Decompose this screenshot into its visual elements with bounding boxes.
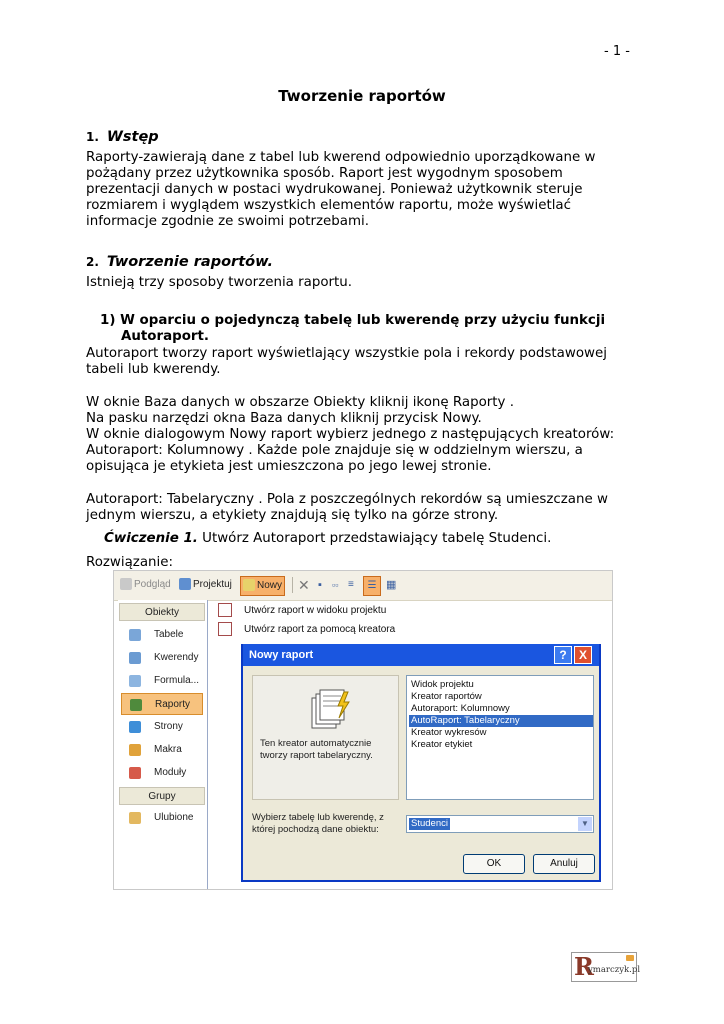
step-line: Na pasku narzędzi okna Baza danych kliknij przycisk Nowy. [86, 411, 482, 426]
intro-line: prezentacji danych w postaci wydrukowanej. Ponieważ użytkownik steruje [86, 182, 583, 197]
logo-text: ymarczyk.pl [588, 965, 641, 975]
new-icon [243, 579, 255, 591]
method-1-heading: 1) W oparciu o pojedynczą tabelę lub kwerendę przy użyciu funkcji [100, 313, 606, 328]
site-logo [571, 952, 641, 982]
database-toolbar [114, 571, 613, 601]
step-line: W oknie dialogowym Nowy raport wybierz jednego z następujących kreatorów: [86, 427, 615, 442]
object-item-modules[interactable]: Moduły [121, 762, 203, 784]
method-desc-line: tabeli lub kwerendy. [86, 362, 221, 377]
intro-line: pożądany przez użytkownika sposób. Raport jest wygodnym sposobem [86, 166, 563, 181]
design-icon [179, 578, 191, 590]
section-2-heading [86, 251, 273, 270]
preview-button[interactable]: Podgląd [120, 576, 171, 594]
report-list-item[interactable]: Utwórz raport za pomocą kreatora [218, 622, 395, 638]
cancel-button[interactable]: Anuluj [533, 854, 595, 874]
objects-pane [118, 600, 208, 890]
grid-view-icon[interactable]: ▦ [386, 579, 397, 591]
report-list-item[interactable]: Utwórz raport w widoku projektu [218, 603, 386, 619]
wizard-list [406, 675, 594, 800]
solution-label: Rozwiązanie: [86, 555, 173, 570]
macro-icon [129, 744, 141, 756]
logo-mark-icon [626, 955, 634, 961]
group-item-favorites[interactable]: Ulubione [121, 807, 203, 829]
wizard-option[interactable]: Kreator etykiet [411, 739, 473, 750]
section-2-title: Tworzenie raportów. [106, 254, 274, 270]
small-icons-icon[interactable]: ▫▫ [332, 580, 339, 590]
new-report-dialog [241, 644, 601, 882]
wizard-option[interactable]: Kreator raportów [411, 691, 482, 702]
table-icon [129, 629, 141, 641]
method-desc-line: Autoraport tworzy raport wyświetlający wszystkie pola i rekordy podstawowej [86, 346, 607, 361]
form-icon [129, 675, 141, 687]
exercise [104, 531, 551, 547]
tabular-line: jednym wierszu, a etykiety znajdują się tylko na górze strony. [86, 508, 499, 523]
intro-line: rozmiarem i wyglądem wszystkich elementów raportu, może wyświetlać [86, 198, 571, 213]
section-1-title: Wstęp [106, 129, 159, 145]
list-view-icon[interactable]: ≡ [348, 579, 354, 590]
access-screenshot [113, 570, 613, 890]
wizard-option-selected[interactable]: AutoRaport: Tabelaryczny [409, 715, 593, 727]
page-title: Tworzenie raportów [278, 87, 446, 105]
large-icons-icon[interactable]: ▪ [318, 579, 322, 591]
source-table-value: Studenci [411, 818, 448, 829]
query-icon [129, 652, 141, 664]
module-icon [129, 767, 141, 779]
report-icon [130, 699, 142, 711]
method-1-heading-cont: Autoraport. [121, 329, 210, 344]
object-item-macros[interactable]: Makra [121, 739, 203, 761]
step-line: Autoraport: Kolumnowy . Każde pole znajduje się w oddzielnym wierszu, a [86, 443, 583, 458]
page-icon [129, 721, 141, 733]
source-label: Wybierz tabelę lub kwerendę, z której pochodzą dane obiektu: [252, 812, 384, 835]
close-button[interactable]: X [574, 646, 592, 664]
tabular-line: Autoraport: Tabelaryczny . Pola z poszczególnych rekordów są umieszczane w [86, 492, 608, 507]
wizard-icon [218, 622, 232, 636]
page-number: - 1 - [604, 44, 630, 59]
source-table-select[interactable] [406, 815, 594, 833]
object-item-reports[interactable]: Raporty [121, 693, 203, 715]
objects-header[interactable]: Obiekty [119, 603, 205, 621]
tabular-report-icon [308, 688, 352, 732]
details-view-icon[interactable]: ☰ [363, 576, 381, 596]
ok-button[interactable]: OK [463, 854, 525, 874]
wizard-option[interactable]: Kreator wykresów [411, 727, 487, 738]
toolbar-separator [292, 577, 293, 593]
dialog-title: Nowy raport [243, 644, 599, 666]
object-item-queries[interactable]: Kwerendy [121, 647, 203, 669]
object-item-forms[interactable]: Formula... [121, 670, 203, 692]
help-button[interactable]: ? [554, 646, 572, 664]
design-button[interactable]: Projektuj [179, 576, 232, 594]
wizard-description: Ten kreator automatycznie tworzy raport tabelaryczny. [260, 738, 373, 761]
wizard-icon [218, 603, 232, 617]
exercise-label: Ćwiczenie 1. [104, 531, 198, 546]
section-1-heading [86, 126, 159, 145]
section-2-intro: Istnieją trzy sposoby tworzenia raportu. [86, 275, 353, 290]
intro-line: informacje zgodnie ze swoimi potrzebami. [86, 214, 369, 229]
object-item-pages[interactable]: Strony [121, 716, 203, 738]
chevron-down-icon[interactable]: ▼ [578, 817, 592, 831]
wizard-preview [252, 675, 399, 800]
section-2-number: 2. [86, 255, 99, 269]
exercise-text: Utwórz Autoraport przedstawiający tabelę Studenci. [202, 531, 552, 546]
new-button[interactable]: Nowy [240, 576, 285, 596]
logo-initial: R [574, 952, 594, 981]
wizard-option[interactable]: Widok projektu [411, 679, 474, 690]
step-line: opisująca je etykieta jest umieszczona po jego lewej stronie. [86, 459, 492, 474]
preview-icon [120, 578, 132, 590]
object-item-tables[interactable]: Tabele [121, 624, 203, 646]
wizard-option[interactable]: Autoraport: Kolumnowy [411, 703, 510, 714]
favorites-folder-icon [129, 812, 141, 824]
section-1-number: 1. [86, 130, 99, 144]
step-line: W oknie Baza danych w obszarze Obiekty kliknij ikonę Raporty . [86, 395, 514, 410]
intro-line: Raporty-zawierają dane z tabel lub kwerend odpowiednio uporządkowane w [86, 150, 596, 165]
delete-icon[interactable]: ✕ [298, 577, 310, 593]
groups-header[interactable]: Grupy [119, 787, 205, 805]
